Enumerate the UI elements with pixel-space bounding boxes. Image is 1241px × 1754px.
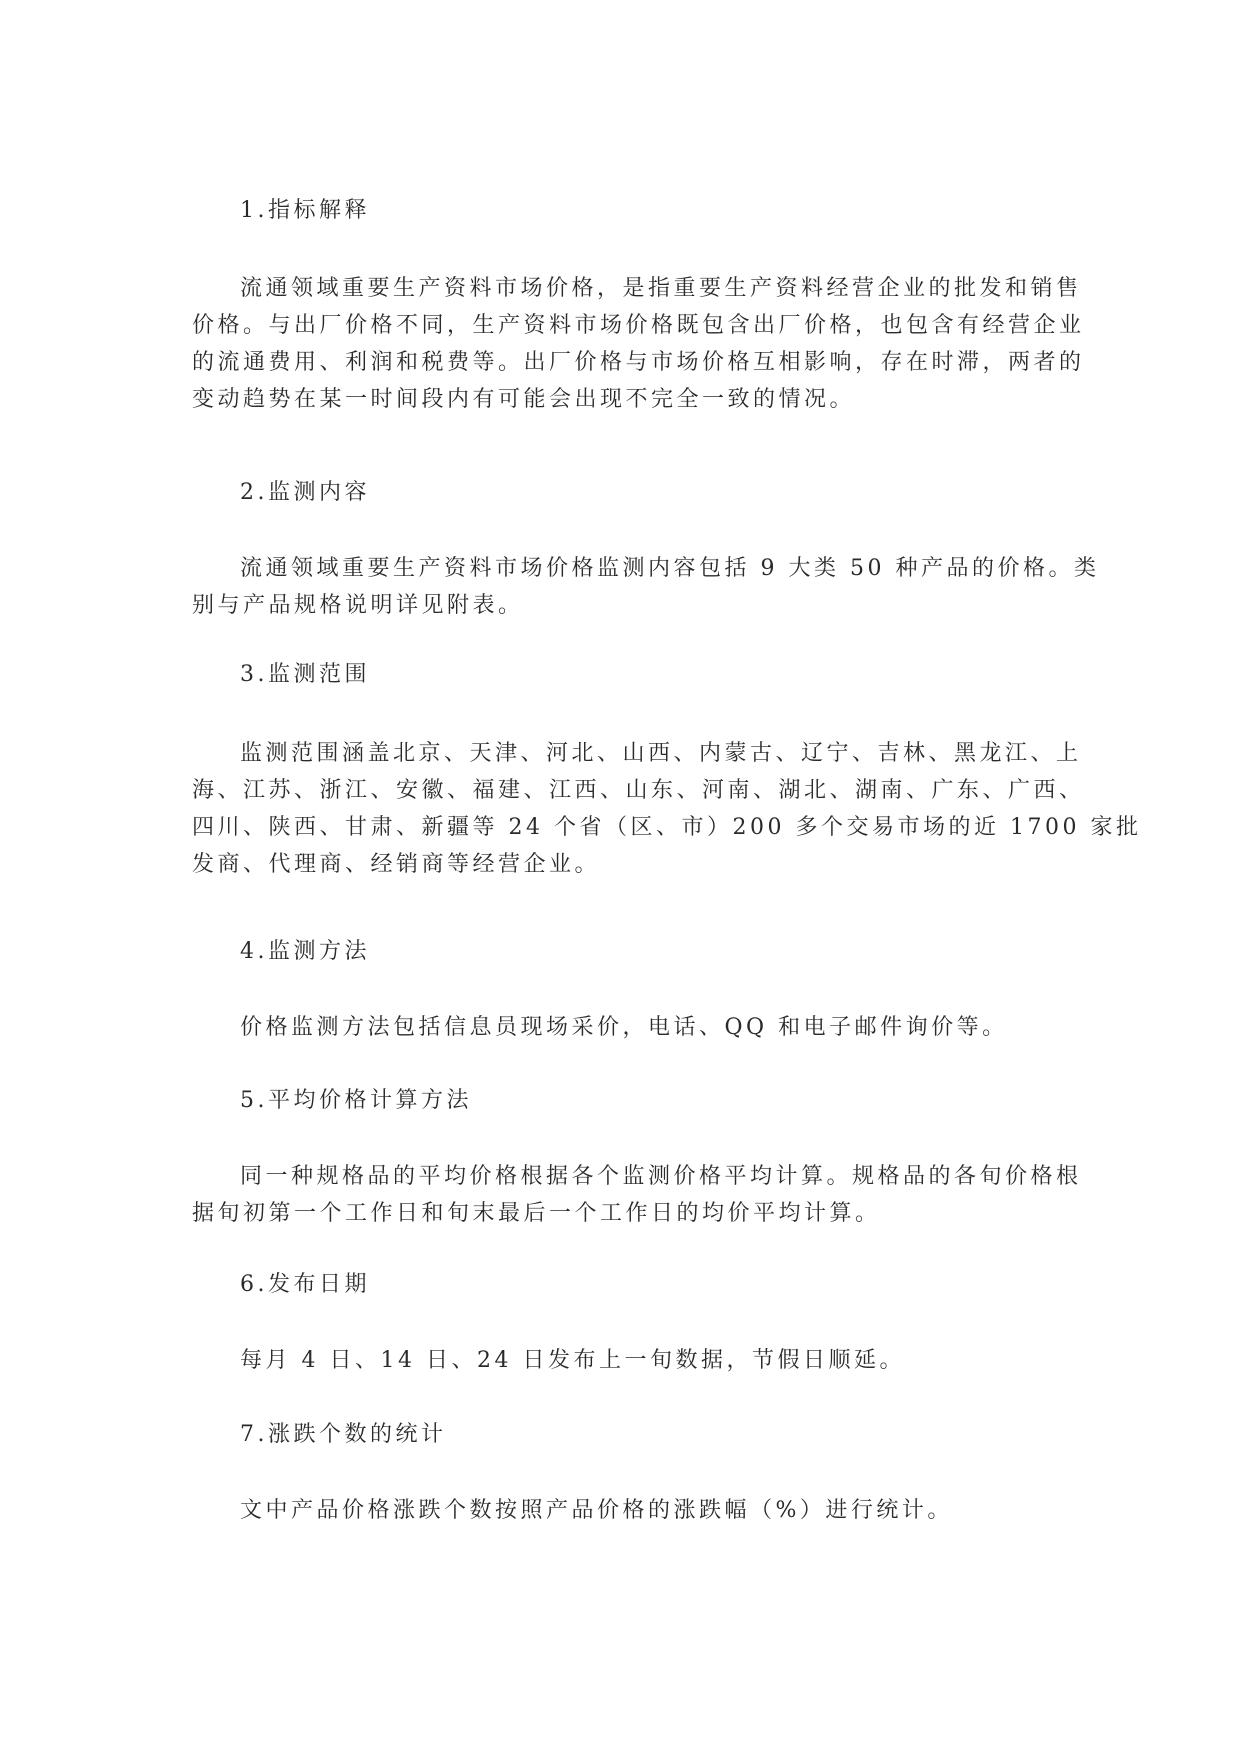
paragraph-line: 四川、陕西、甘肃、新疆等 24 个省（区、市）200 多个交易市场的近 1700 家批: [192, 815, 1142, 840]
paragraph-line: 每月 4 日、14 日、24 日发布上一旬数据，节假日顺延。: [240, 1348, 905, 1373]
section-heading-6: 6.发布日期: [240, 1272, 370, 1297]
paragraph-line: 的流通费用、利润和税费等。出厂价格与市场价格互相影响，存在时滞，两者的: [192, 350, 1085, 375]
paragraph-line: 发商、代理商、经销商等经营企业。: [192, 852, 601, 877]
paragraph-line: 别与产品规格说明详见附表。: [192, 593, 524, 618]
section-heading-3: 3.监测范围: [240, 662, 370, 687]
section-paragraph-5: [192, 1158, 1082, 1232]
section-paragraph-7: [192, 1492, 1052, 1529]
section-heading-7: 7.涨跌个数的统计: [240, 1422, 447, 1447]
paragraph-line: 流通领域重要生产资料市场价格监测内容包括 9 大类 50 种产品的价格。类: [240, 556, 1100, 581]
paragraph-line: 变动趋势在某一时间段内有可能会出现不完全一致的情况。: [192, 387, 856, 412]
section-heading-1: 1.指标解释: [240, 198, 370, 223]
section-paragraph-6: [192, 1342, 1052, 1379]
paragraph-line: 价格监测方法包括信息员现场采价，电话、QQ 和电子邮件询价等。: [240, 1015, 1008, 1040]
section-paragraph-1: [192, 270, 1085, 418]
section-heading-4: 4.监测方法: [240, 939, 370, 964]
paragraph-line: 监测范围涵盖北京、天津、河北、山西、内蒙古、辽宁、吉林、黑龙江、上: [240, 741, 1082, 766]
paragraph-line: 价格。与出厂价格不同，生产资料市场价格既包含出厂价格，也包含有经营企业: [192, 313, 1085, 338]
section-paragraph-4: [192, 1009, 1052, 1046]
section-paragraph-3: [192, 735, 1142, 883]
section-paragraph-2: [192, 550, 1100, 624]
paragraph-line: 流通领域重要生产资料市场价格，是指重要生产资料经营企业的批发和销售: [240, 276, 1082, 301]
section-heading-5: 5.平均价格计算方法: [240, 1088, 472, 1113]
section-heading-2: 2.监测内容: [240, 480, 370, 505]
paragraph-line: 据旬初第一个工作日和旬末最后一个工作日的均价平均计算。: [192, 1201, 881, 1226]
paragraph-line: 文中产品价格涨跌个数按照产品价格的涨跌幅（%）进行统计。: [240, 1498, 953, 1523]
paragraph-line: 同一种规格品的平均价格根据各个监测价格平均计算。规格品的各旬价格根: [240, 1164, 1082, 1189]
paragraph-line: 海、江苏、浙江、安徽、福建、江西、山东、河南、湖北、湖南、广东、广西、: [192, 778, 1085, 803]
